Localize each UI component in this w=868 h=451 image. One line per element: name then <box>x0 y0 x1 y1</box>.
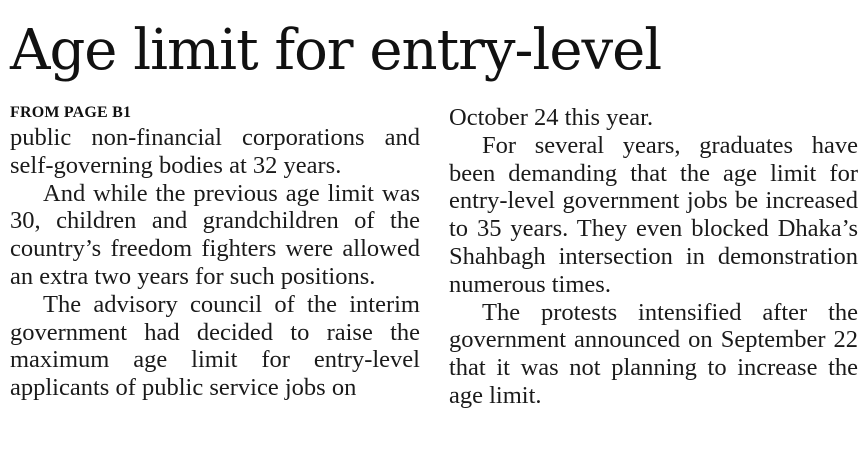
article-paragraph: The protests intensified after the government announced on September 22 that it was not planning to increase the age limit. <box>449 298 858 409</box>
article-column-right <box>449 104 858 410</box>
article-paragraph: The advisory council of the interim government had decided to raise the maximum age limit for entry-level applicants of public service jobs on <box>10 290 420 402</box>
article-paragraph: October 24 this year. <box>449 104 654 131</box>
article-column-left <box>10 104 420 402</box>
continued-from-kicker: FROM PAGE B1 <box>10 104 132 121</box>
article-paragraph: For several years, graduates have been demanding that the age limit for entry-level government jobs be increased to 35 years. They even blocked Dhaka’s Shahbagh intersection in demonstration numerous times. <box>449 131 858 298</box>
article-paragraph: public non-financial corporations and self-governing bodies at 32 years. <box>10 124 420 179</box>
headline: Age limit for entry-level <box>10 18 662 83</box>
article-paragraph: And while the previous age limit was 30, children and grandchildren of the country’s freedom fighters were allowed an extra two years for such positions. <box>10 179 420 290</box>
